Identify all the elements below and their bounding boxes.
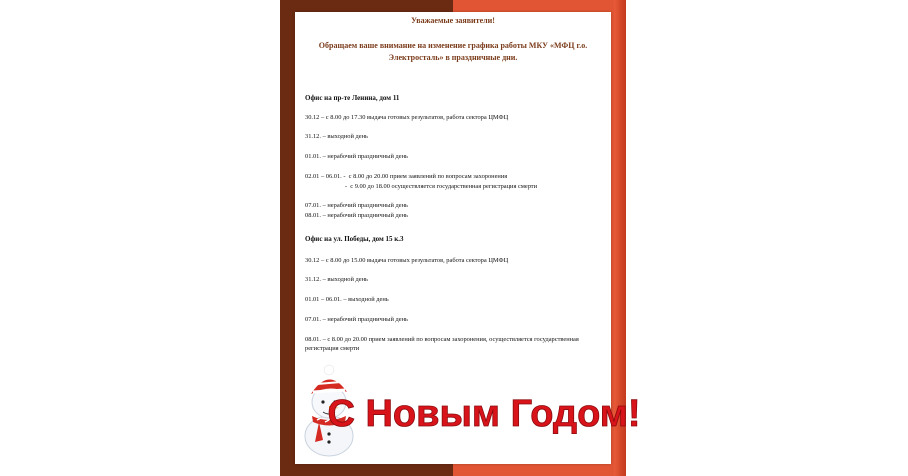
notice-sheet [295,12,641,464]
office1-line: 31.12. – выходной день [305,133,368,140]
poster [280,0,641,476]
office1-line: 30.12 – с 8.00 до 17.30 выдача готовых результатов, работа сектора ЦМФЦ [305,114,509,121]
notice-title: Уважаемые заявители! [411,16,495,25]
office1-line: 01.01. – нерабочий праздничный день [305,153,408,160]
office1-line: 07.01. – нерабочий праздничный день [305,202,408,209]
office2-line: 31.12. – выходной день [305,276,368,283]
office2-title: Офис на ул. Победы, дом 15 к.3 [305,235,404,243]
office2-line: 01.01 – 06.01. – выходной день [305,296,389,303]
office1-line: 08.01. – нерабочий праздничный день [305,212,408,219]
new-year-greeting [327,382,641,444]
greeting-text: С Новым Годом! [327,393,641,435]
office2-line: 30.12 – с 8.00 до 15.00 выдача готовых результатов, работа сектора ЦМФЦ [305,257,509,264]
office2-line: 07.01. – нерабочий праздничный день [305,316,408,323]
office1-line: 02.01 – 06.01. - с 8.00 до 20.00 прием заявлений по вопросам захоронения [305,173,508,180]
office1-title: Офис на пр-те Ленина, дом 11 [305,94,400,102]
notice-subtitle: Обращаем ваше внимание на изменение графика работы МКУ «МФЦ г.о. Электросталь» в праздничные дни. [318,41,588,62]
office1-line: - с 9.00 до 18.00 осуществляется государственная регистрация смерти [305,183,538,190]
office2-line: 08.01. – с 8.00 до 20.00 прием заявлений по вопросам захоронения, осуществляется государственная регистрация смерти [305,336,579,352]
